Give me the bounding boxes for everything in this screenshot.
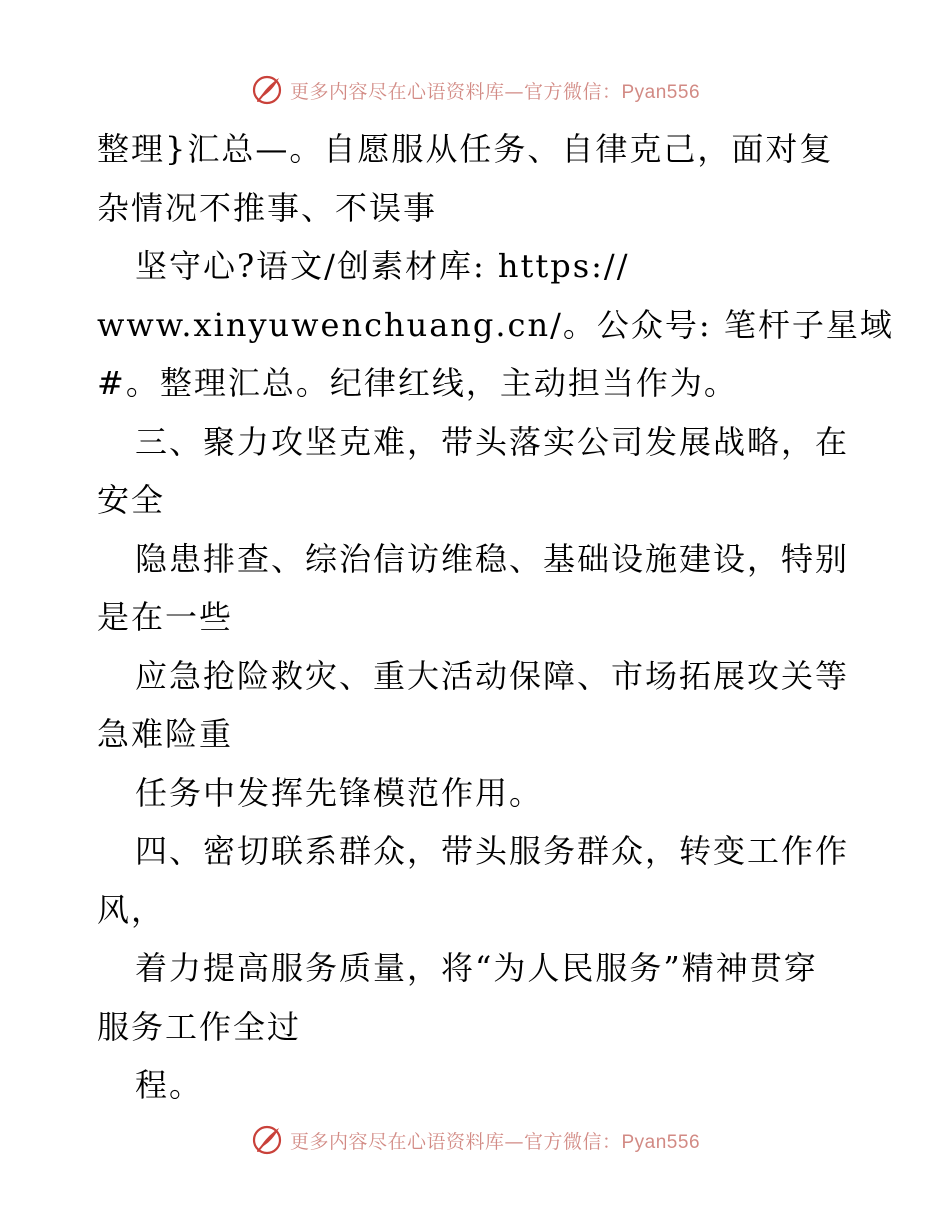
footer-banner: [0, 1120, 950, 1160]
text-line: 四、密切联系群众，带头服务群众，转变工作作: [135, 832, 850, 870]
text-line: #。整理汇总。纪律红线，主动担当作为。: [97, 364, 738, 402]
text-line: 风，: [97, 890, 166, 929]
text-line: 应急抢险救灾、重大活动保障、市场拓展攻关等: [135, 656, 850, 695]
text-line: 整理}汇总—。自愿服从任务、自律克己，面对复: [97, 130, 834, 168]
text-line: 三、聚力攻坚克难，带头落实公司发展战略，在: [135, 422, 850, 461]
header-banner: [0, 70, 950, 110]
text-line: www.xinyuwenchuang.cn/。公众号: 笔杆子星域: [97, 305, 894, 344]
header-banner-text: 更多内容尽在心语资料库—官方微信：Pyan556: [289, 80, 701, 103]
document-body: [97, 120, 894, 1115]
feather-pen-logo-icon: [250, 1123, 284, 1157]
text-line: 急难险重: [97, 715, 234, 753]
text-line: 着力提高服务质量，将“为人民服务”精神贯穿: [135, 949, 818, 987]
text-line: 杂情况不推事、不误事: [97, 188, 438, 227]
text-line: 服务工作全过: [97, 1007, 302, 1046]
feather-pen-logo-icon: [250, 73, 284, 107]
text-line: 任务中发挥先锋模范作用。: [135, 773, 544, 812]
text-line: 坚守心?语文/创素材库: https://: [135, 247, 630, 285]
footer-banner-text: 更多内容尽在心语资料库—官方微信：Pyan556: [289, 1130, 701, 1153]
text-line: 隐患排查、综治信访维稳、基础设施建设，特别: [135, 539, 850, 578]
text-line: 程。: [135, 1066, 204, 1104]
text-line: 是在一些: [97, 598, 234, 636]
text-line: 安全: [97, 481, 166, 519]
